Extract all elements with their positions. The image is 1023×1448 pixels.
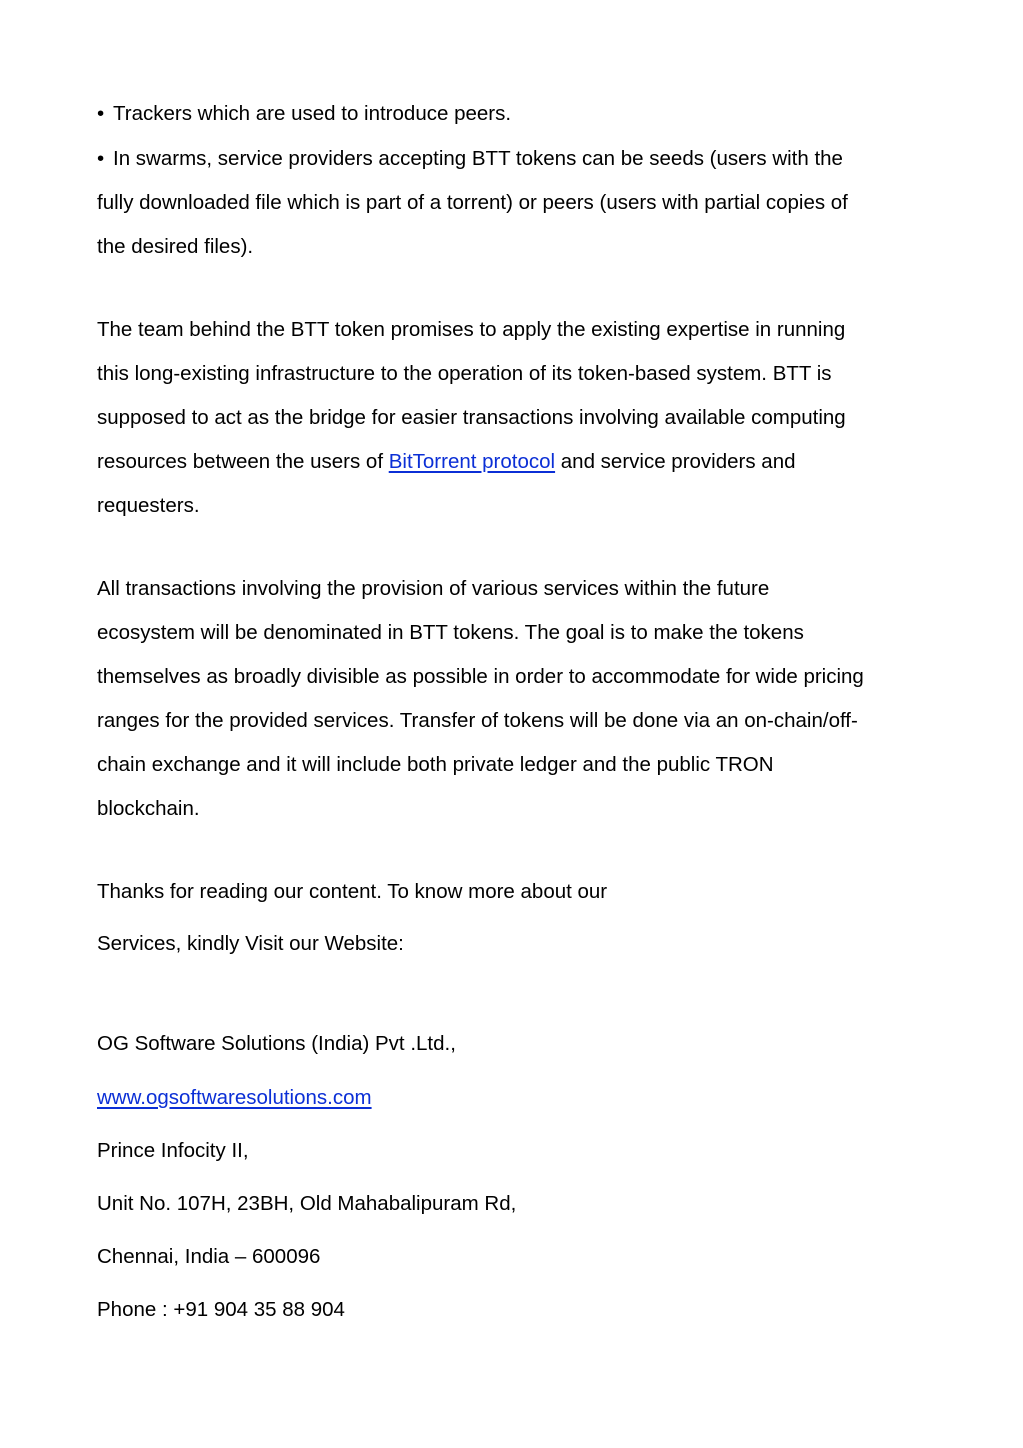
address-line: Unit No. 107H, 23BH, Old Mahabalipuram Rd, (97, 1192, 517, 1215)
bullet-item-swarms (97, 147, 843, 171)
paragraph-line: chain exchange and it will include both private ledger and the public TRON (97, 753, 774, 776)
closing-line: Services, kindly Visit our Website: (97, 932, 404, 955)
paragraph-text: and service providers and (555, 450, 796, 473)
bullet-item-trackers (97, 102, 511, 126)
bullet-text: In swarms, service providers accepting BTT tokens can be seeds (users with the (113, 147, 843, 170)
bullet-continuation: fully downloaded file which is part of a torrent) or peers (users with partial copies of (97, 191, 848, 214)
paragraph-line: blockchain. (97, 797, 200, 820)
address-line: Prince Infocity II, (97, 1139, 249, 1162)
paragraph-line: The team behind the BTT token promises to apply the existing expertise in running (97, 318, 846, 341)
website-link[interactable]: www.ogsoftwaresolutions.com (97, 1086, 372, 1109)
paragraph-line: supposed to act as the bridge for easier transactions involving available computing (97, 406, 846, 429)
paragraph-text: resources between the users of (97, 450, 389, 473)
paragraph-line (97, 450, 796, 474)
paragraph-line: ecosystem will be denominated in BTT tokens. The goal is to make the tokens (97, 621, 804, 644)
bittorrent-protocol-link[interactable]: BitTorrent protocol (388, 450, 556, 473)
paragraph-line: All transactions involving the provision of various services within the future (97, 577, 770, 600)
bullet-text: Trackers which are used to introduce peers. (113, 102, 512, 125)
phone-line: Phone : +91 904 35 88 904 (97, 1298, 345, 1321)
website-line (97, 1086, 372, 1110)
bullet-icon: • (97, 147, 105, 170)
bullet-icon: • (97, 102, 105, 125)
bullet-continuation: the desired files). (97, 235, 254, 258)
paragraph-line: this long-existing infrastructure to the operation of its token-based system. BTT is (97, 362, 832, 385)
company-name: OG Software Solutions (India) Pvt .Ltd., (97, 1032, 456, 1055)
paragraph-line: ranges for the provided services. Transfer of tokens will be done via an on-chain/off- (97, 709, 858, 732)
closing-line: Thanks for reading our content. To know more about our (97, 880, 608, 903)
paragraph-line: themselves as broadly divisible as possible in order to accommodate for wide pricing (97, 665, 864, 688)
paragraph-line: requesters. (97, 494, 200, 517)
address-line: Chennai, India – 600096 (97, 1245, 321, 1268)
